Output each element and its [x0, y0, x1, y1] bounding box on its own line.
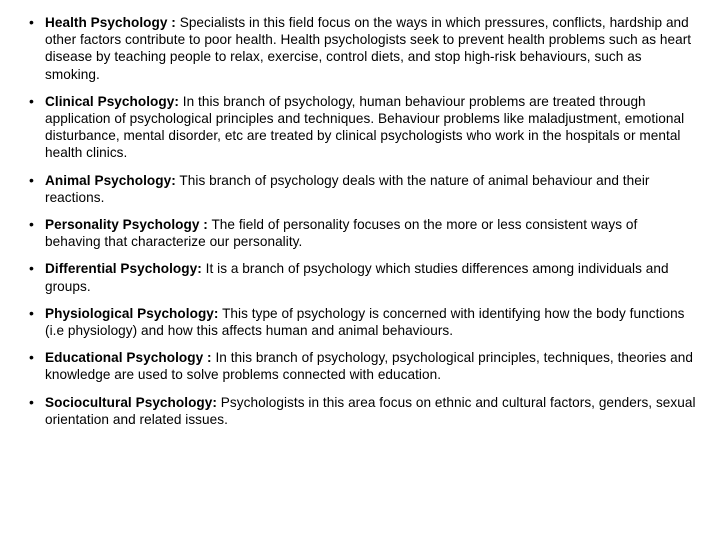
bullet-list — [28, 14, 696, 438]
list-item-personality-psychology — [28, 216, 696, 250]
bullet-icon: • — [29, 393, 34, 410]
term-description: Specialists in this field focus on the ways in which pressures, conflicts, hardship and other factors contribute to poor health. Health psychologists seek to prevent health problems such as heart disease by teaching people to relax, exercise, control diets, and stop high-risk behaviours, such as smoking. — [45, 15, 692, 82]
list-item-educational-psychology — [28, 349, 696, 383]
bullet-icon: • — [29, 92, 34, 109]
term-label: Animal Psychology: — [45, 172, 176, 188]
bullet-icon: • — [29, 260, 34, 277]
list-item-health-psychology — [28, 14, 696, 83]
term-description: This type of psychology is concerned with identifying how the body functions (i.e physiology) and how this affects human and animal behaviours. — [45, 305, 685, 339]
list-item-physiological-psychology — [28, 305, 696, 339]
list-item-animal-psychology — [28, 172, 696, 206]
bullet-icon: • — [29, 171, 34, 188]
term-label: Educational Psychology : — [45, 350, 212, 366]
bullet-icon: • — [29, 349, 34, 366]
term-description: This branch of psychology deals with the nature of animal behaviour and their reactions. — [45, 172, 650, 205]
term-description: It is a branch of psychology which studies differences among individuals and groups. — [45, 261, 669, 294]
list-item-clinical-psychology — [28, 93, 696, 162]
bullet-icon: • — [29, 14, 34, 30]
term-description: The field of personality focuses on the more or less consistent ways of behaving that characterize our personality. — [45, 217, 638, 250]
term-description: In this branch of psychology, human behaviour problems are treated through application of psychological principles and techniques. Behaviour problems like maladjustment, emotional disturbance, mental disorder, etc are treated by clinical psychologists who work in the hospitals or mental health clinics. — [45, 93, 685, 161]
term-label: Sociocultural Psychology: — [45, 394, 217, 410]
list-item-differential-psychology — [28, 260, 696, 294]
term-label: Clinical Psychology: — [45, 93, 179, 109]
term-label: Personality Psychology : — [45, 217, 208, 233]
term-description: In this branch of psychology, psychological principles, techniques, theories and knowledge are used to solve problems connected with education. — [45, 350, 693, 383]
list-item-sociocultural-psychology — [28, 394, 696, 428]
bullet-icon: • — [29, 216, 34, 233]
bullet-icon: • — [29, 304, 34, 321]
term-description: Psychologists in this area focus on ethnic and cultural factors, genders, sexual orientation and related issues. — [45, 394, 696, 427]
term-label: Physiological Psychology: — [45, 305, 219, 321]
term-label: Health Psychology : — [45, 15, 176, 30]
term-label: Differential Psychology: — [45, 261, 202, 277]
